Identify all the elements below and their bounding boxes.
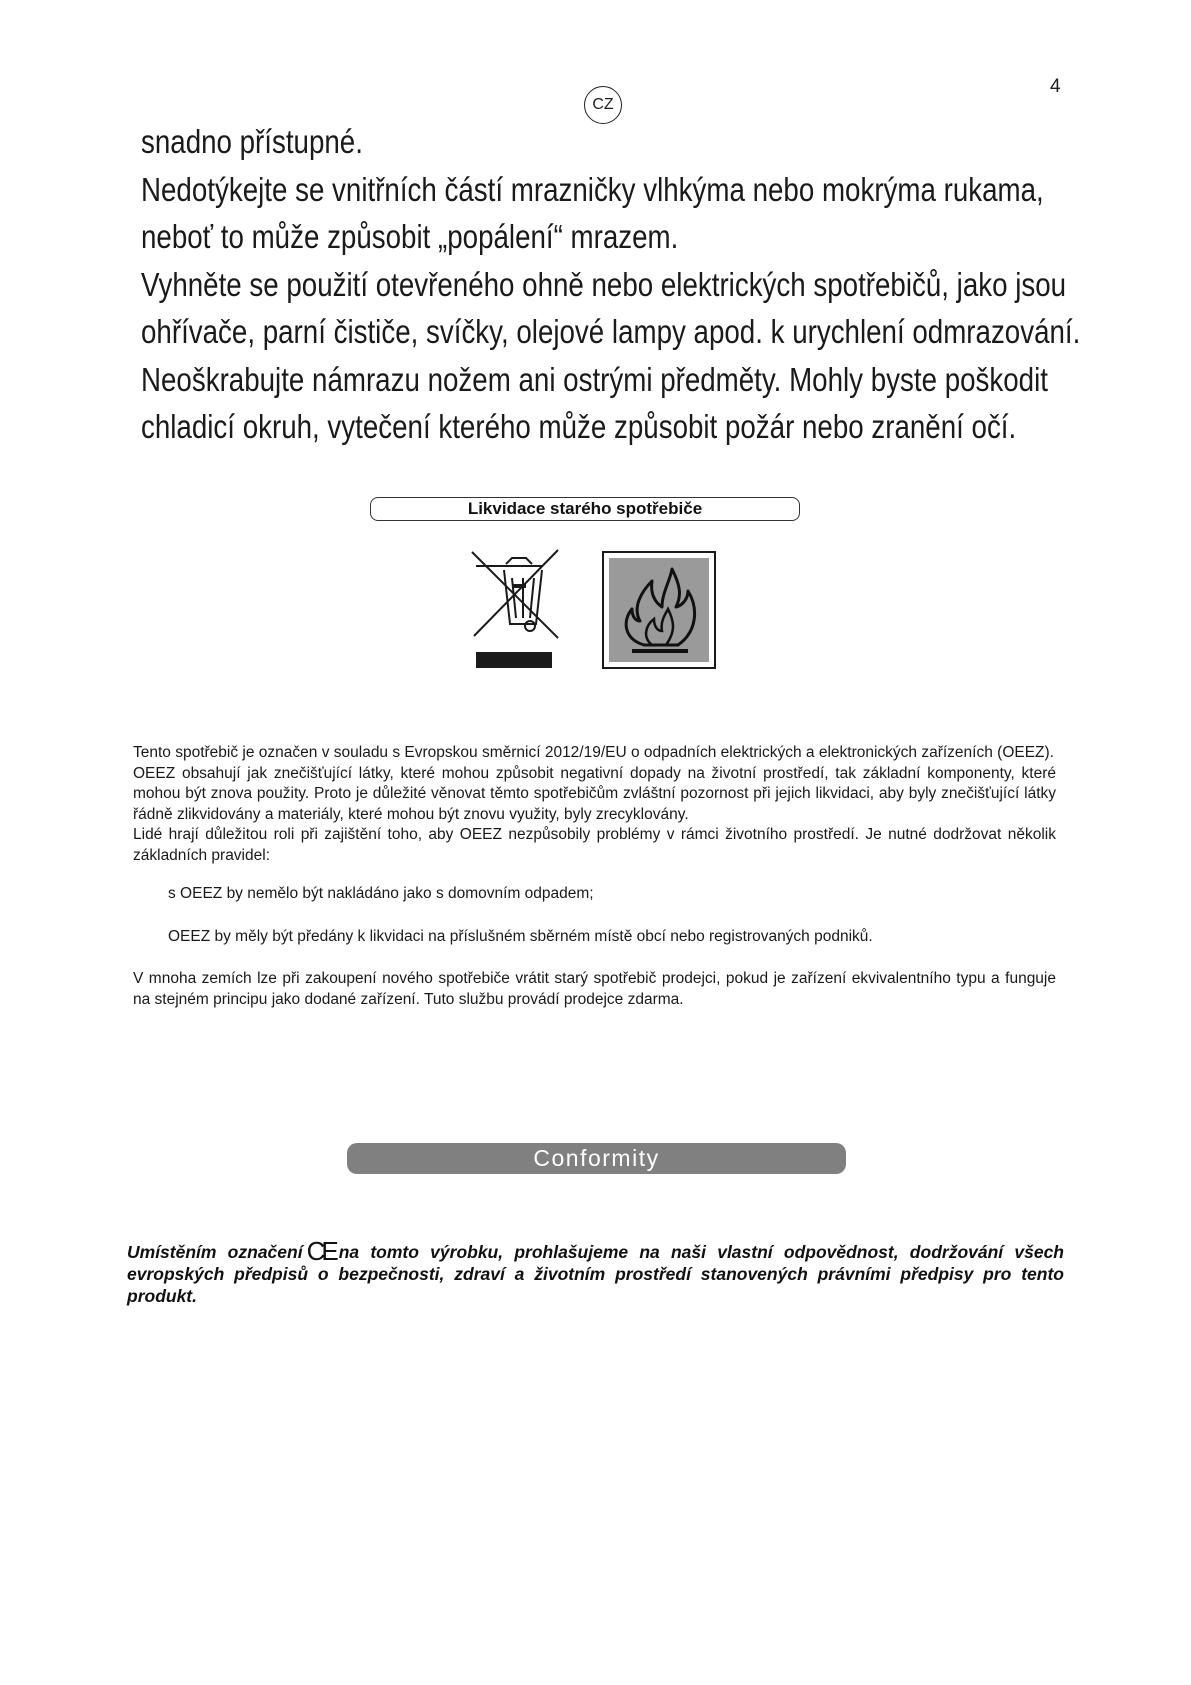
ce-mark-icon: CE [306, 1236, 335, 1266]
warning-line: neboť to může způsobit „popálení“ mrazem. [141, 218, 679, 255]
language-badge: CZ [584, 86, 622, 124]
warning-line: ohřívače, parní čističe, svíčky, olejové lampy apod. k urychlení odmrazování. [141, 313, 1081, 350]
warning-line: chladicí okruh, vytečení kterého může způsobit požár nebo zranění očí. [141, 408, 1017, 445]
disposal-paragraph: OEEZ obsahují jak znečišťující látky, které mohou způsobit negativní dopady na životní prostředí, tak základní komponenty, které mohou být znova použity. Proto je důležité věnovat těmto spotřebičům zvláštní pozornost při jejich likvidaci, aby byly znečišťující látky řádně zlikvidovány a materiály, které mohou být znovu využity, byly zrecyklovány. [133, 764, 1056, 823]
page-number: 4 [1050, 76, 1061, 97]
warning-line: Neoškrabujte námrazu nožem ani ostrými předměty. Mohly byste poškodit [141, 360, 1048, 398]
disposal-paragraph: Tento spotřebič je označen v souladu s Evropskou směrnicí 2012/19/EU o odpadních elektrických a elektronických zařízeních (OEEZ). [133, 744, 1054, 761]
safety-warnings [141, 118, 1081, 451]
disposal-rule: s OEEZ by nemělo být nakládáno jako s domovním odpadem; [168, 885, 594, 902]
crossed-out-wheelie-bin-icon [470, 546, 564, 668]
conformity-text-before: Umístěním označení [127, 1242, 303, 1262]
disposal-paragraph: Lidé hrají důležitou roli při zajištění toho, aby OEEZ nezpůsobily problémy v rámci životního prostředí. Je nutné dodržovat několik základních pravidel: [133, 826, 1056, 864]
warning-line: Nedotýkejte se vnitřních částí mrazničky vlhkýma nebo mokrýma rukama, [141, 170, 1044, 208]
disposal-rule: OEEZ by měly být předány k likvidaci na příslušném sběrném místě obcí nebo registrovaných podniků. [168, 927, 873, 945]
conformity-statement [127, 1236, 1064, 1307]
flammable-flame-icon [602, 551, 716, 669]
disposal-text [133, 743, 1056, 1010]
warning-line: Vyhněte se použití otevřeného ohně nebo elektrických spotřebičů, jako jsou [141, 265, 1067, 303]
conformity-text-after: na tomto výrobku, prohlašujeme na naši vlastní odpovědnost, dodržování všech evropských předpisů o bezpečnosti, zdraví a životním prostředí stanovených právními předpisy pro tento produkt. [127, 1242, 1064, 1306]
warning-line: snadno přístupné. [141, 123, 363, 160]
conformity-section-title: Conformity [347, 1143, 846, 1174]
disposal-paragraph: V mnoha zemích lze při zakoupení nového spotřebiče vrátit starý spotřebič prodejci, pokud je zařízení ekvivalentního typu a funguje na stejném principu jako dodané zařízení. Tuto službu provádí prodejce zdarma. [133, 970, 1056, 1008]
disposal-section-title: Likvidace starého spotřebiče [370, 497, 800, 521]
